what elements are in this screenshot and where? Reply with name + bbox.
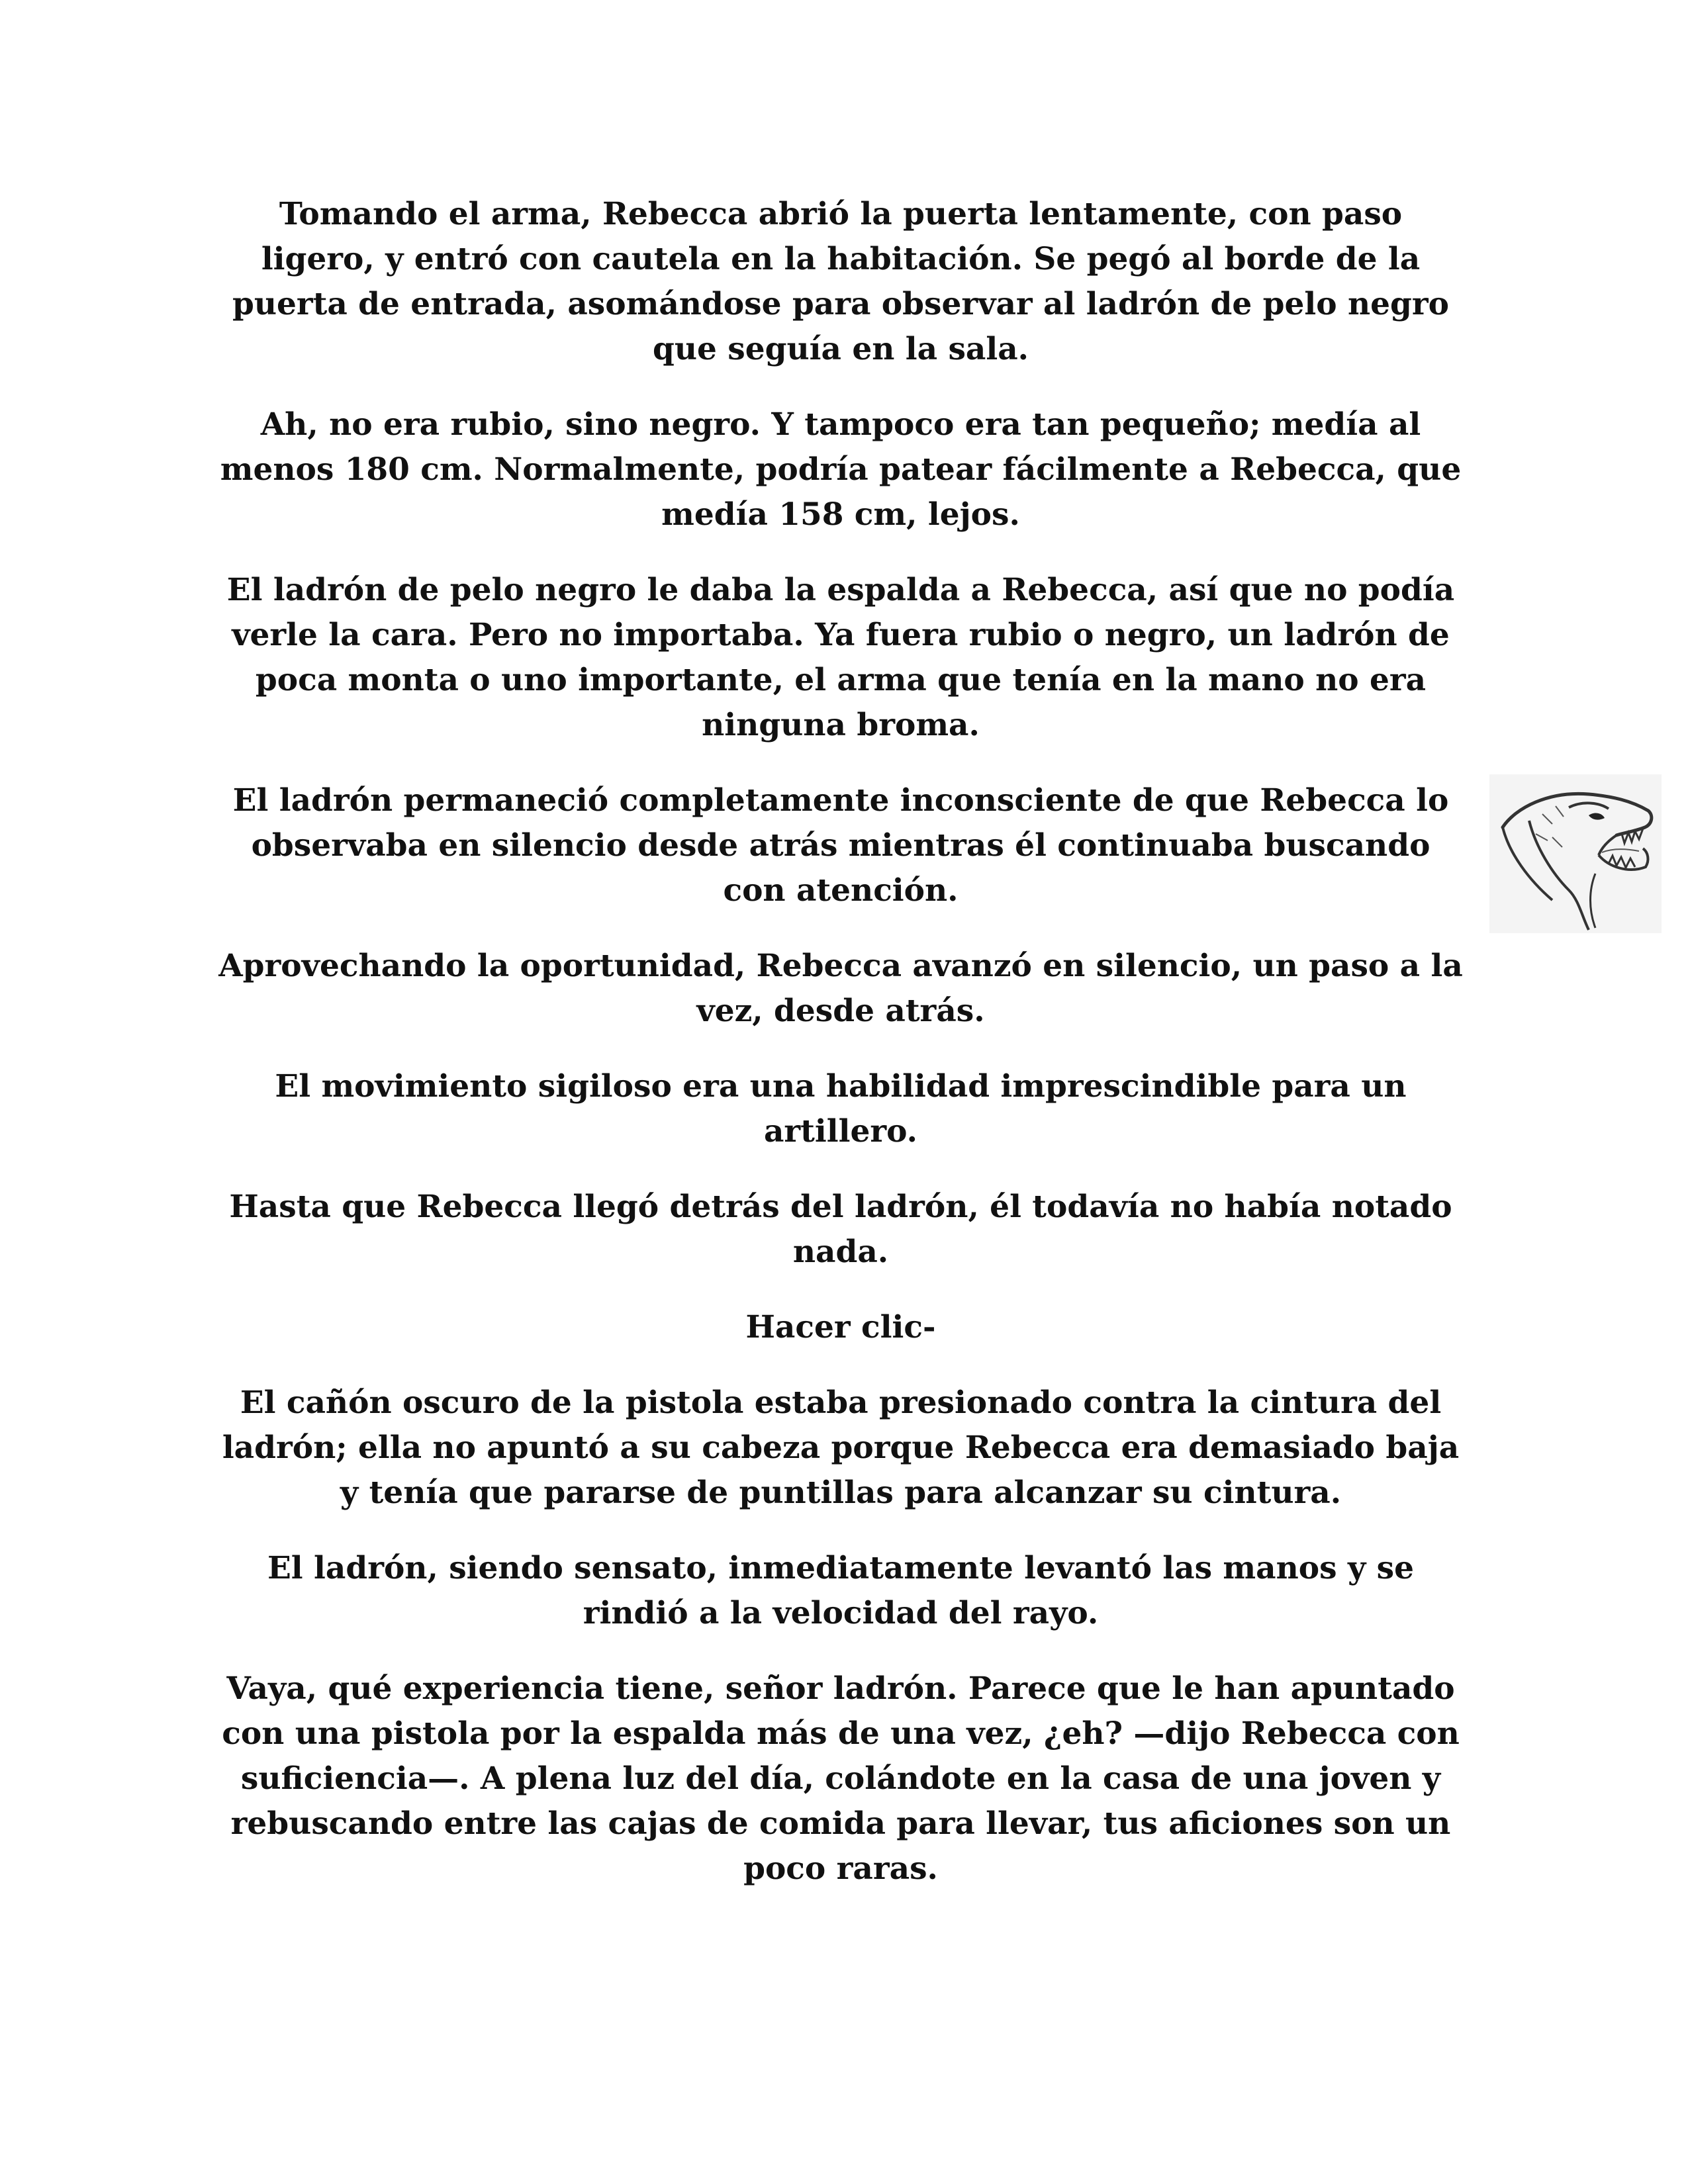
paragraph: El movimiento sigiloso era una habilidad imprescindible para un artillero. [275, 1068, 1407, 1150]
paragraph: El ladrón de pelo negro le daba la espalda a Rebecca, así que no podía verle la cara. Pero no importaba. Ya fuera rubio o negro, un ladrón de poca monta o uno importante, el arma que tenía en la mano no era ninguna broma. [226, 572, 1455, 743]
paragraph: El cañón oscuro de la pistola estaba presionado contra la cintura del ladrón; ella no apuntó a su cabeza porque Rebecca era demasiado baja y tenía que pararse de puntillas para alcanzar su cintura. [222, 1385, 1460, 1511]
paragraph: Vaya, qué experiencia tiene, señor ladrón. Parece que le han apuntado con una pistola por la espalda más de una vez, ¿eh? —dijo Rebecca con suficiencia—. A plena luz del día, colándote en la casa de una joven y rebuscando entre las cajas de comida para llevar, tus aficiones son un poco raras. [222, 1670, 1460, 1887]
paragraph: Ah, no era rubio, sino negro. Y tampoco era tan pequeño; medía al menos 180 cm. Normalmente, podría patear fácilmente a Rebecca, que medía 158 cm, lejos. [220, 406, 1462, 533]
paragraph: Tomando el arma, Rebecca abrió la puerta lentamente, con paso ligero, y entró con cautela en la habitación. Se pegó al borde de la puerta de entrada, asomándose para observar al ladrón de pelo negro que seguía en la sala. [232, 196, 1450, 367]
dinosaur-head-icon [1489, 774, 1662, 933]
paragraph: Aprovechando la oportunidad, Rebecca avanzó en silencio, un paso a la vez, desde atrás. [218, 948, 1463, 1029]
paragraph: Hasta que Rebecca llegó detrás del ladrón, él todavía no había notado nada. [229, 1189, 1452, 1270]
paragraph: El ladrón, siendo sensato, inmediatamente levantó las manos y se rindió a la velocidad del rayo. [267, 1550, 1414, 1631]
body-text [218, 192, 1463, 1922]
paragraph: Hacer clic- [745, 1309, 936, 1345]
paragraph: El ladrón permaneció completamente inconsciente de que Rebecca lo observaba en silencio desde atrás mientras él continuaba buscando con atención. [232, 782, 1449, 909]
